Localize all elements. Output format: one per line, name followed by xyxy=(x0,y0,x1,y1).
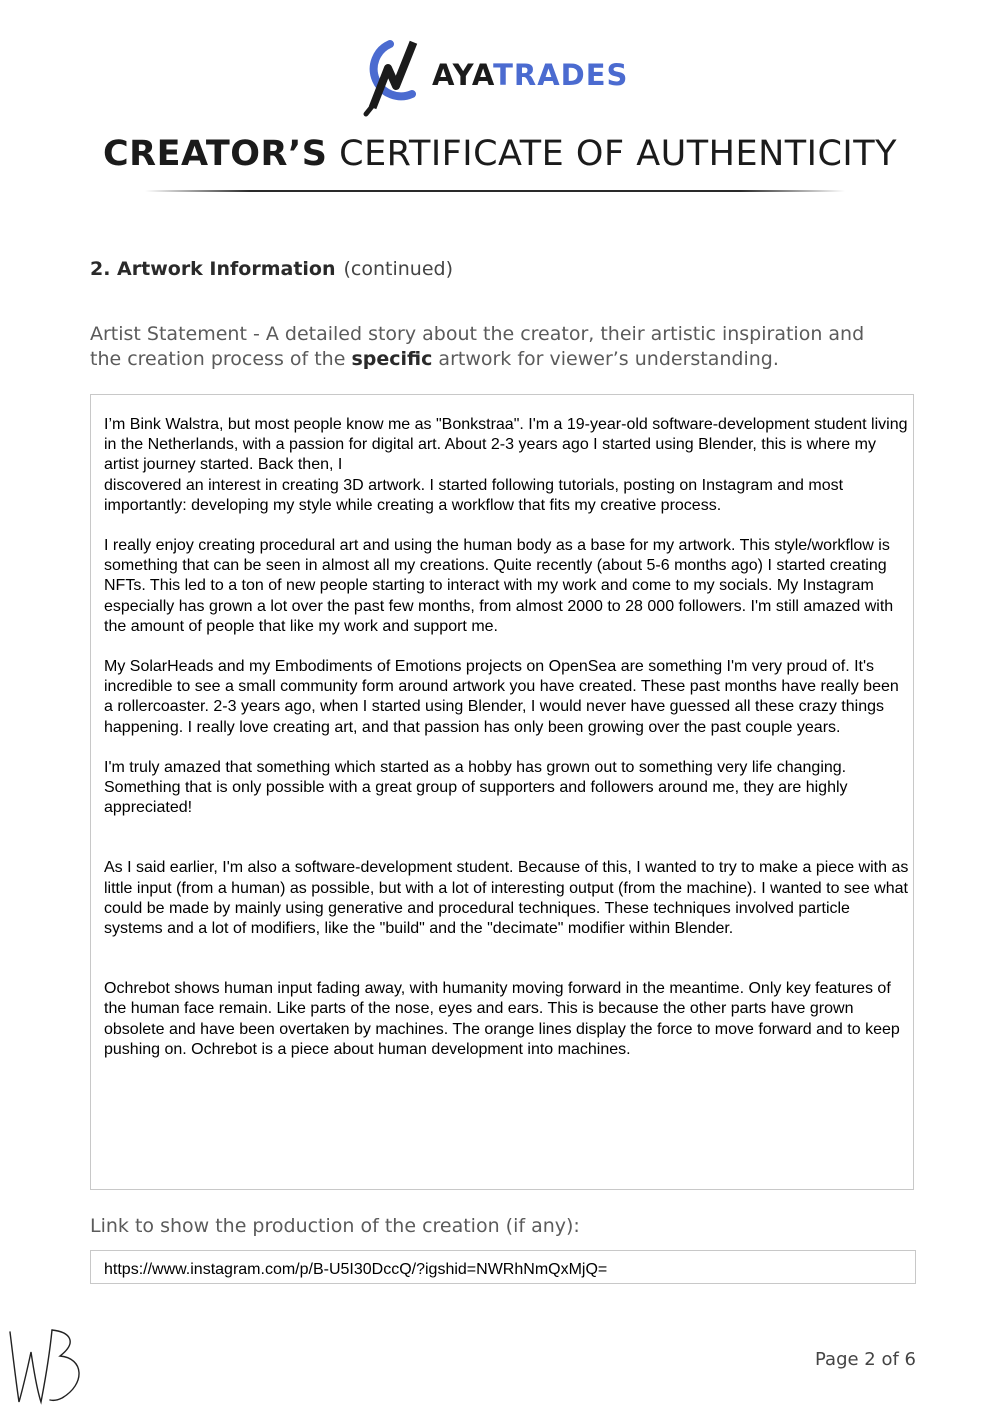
page-number: Page 2 of 6 xyxy=(815,1349,916,1370)
signature-icon xyxy=(4,1326,88,1406)
brand-name-trades: TRADES xyxy=(493,58,629,92)
certificate-title-rest: CERTIFICATE OF AUTHENTICITY xyxy=(327,134,897,174)
section-continued: (continued) xyxy=(343,258,454,280)
logo-mark-icon xyxy=(360,38,422,118)
artist-statement-text xyxy=(104,415,910,1060)
statement-paragraph-5: As I said earlier, I'm also a software-development student. Because of this, I wanted to try to make a piece with as little input (from a human) as possible, but with a lot of interesting output (from the machine). I wanted to see what could be made by mainly using generative and procedural techniques. These techniques involved particle systems and a lot of modifiers, like the "build" and the "decimate" modifier within Blender. xyxy=(104,859,909,938)
statement-paragraph-6: Ochrebot shows human input fading away, with humanity moving forward in the meantime. Only key features of the human face remain. Like parts of the nose, eyes and ears. This is because the other parts have grown obsolete and have been overtaken by machines. The orange lines display the force to move forward and to keep pushing on. Ochrebot is a piece about human development into machines. xyxy=(104,980,900,1058)
brand-name-aya: AYA xyxy=(432,58,494,92)
title-divider xyxy=(145,190,845,192)
statement-paragraph-2: I really enjoy creating procedural art and using the human body as a base for my artwork. This style/workflow is something that can be seen in almost all my creations. Quite recently (about 5-6 months ago) I started creating NFTs. This led to a ton of new people starting to interact with my work and come to my socials. My Instagram especially has grown a lot over the past few months, from almost 2000 to 28 000 followers. I'm still amazed with the amount of people that like my work and support me. xyxy=(104,537,894,635)
statement-paragraph-3: My SolarHeads and my Embodiments of Emotions projects on OpenSea are something I'm very proud of. It's incredible to see a small community form around artwork you have created. These past months have really been a rollercoaster. 2-3 years ago, when I started using Blender, I would never have guessed all these crazy things happening. I really love creating art, and that passion has only been growing over the past couple years. xyxy=(104,658,899,736)
production-link-url[interactable]: https://www.instagram.com/p/B-U5I30DccQ/?igshid=NWRhNmQxMjQ= xyxy=(104,1261,608,1278)
prompt-text-2: artwork for viewer’s understanding. xyxy=(432,348,779,370)
statement-paragraph-4: I'm truly amazed that something which started as a hobby has grown out to something very life changing. Something that is only possible with a great group of supporters and followers around me, they are highly appreciated! xyxy=(104,758,848,817)
brand-name xyxy=(432,58,628,92)
prompt-text-1: Artist Statement - A detailed story about the creator, their artistic inspiration and the creation process of the xyxy=(90,323,865,370)
artist-statement-prompt xyxy=(90,322,890,372)
statement-paragraph-1: I’m Bink Walstra, but most people know me as "Bonkstraa". I'm a 19-year-old software-development student living in the Netherlands, with a passion for digital art. About 2-3 years ago I started using Blender, this is where my artist journey started. Back then, I discovered an interest in creating 3D artwork. I started following tutorials, posting on Instagram and most importantly: developing my style while creating a workflow that fits my creative process. xyxy=(104,416,908,514)
certificate-title-strong: CREATOR’S xyxy=(103,134,328,174)
section-heading xyxy=(90,258,453,280)
section-title: 2. Artwork Information xyxy=(90,258,336,280)
certificate-title xyxy=(0,134,1000,174)
prompt-text-bold: specific xyxy=(351,348,433,370)
production-link-label: Link to show the production of the creation (if any): xyxy=(90,1215,580,1237)
aya-trades-logo xyxy=(360,38,660,118)
